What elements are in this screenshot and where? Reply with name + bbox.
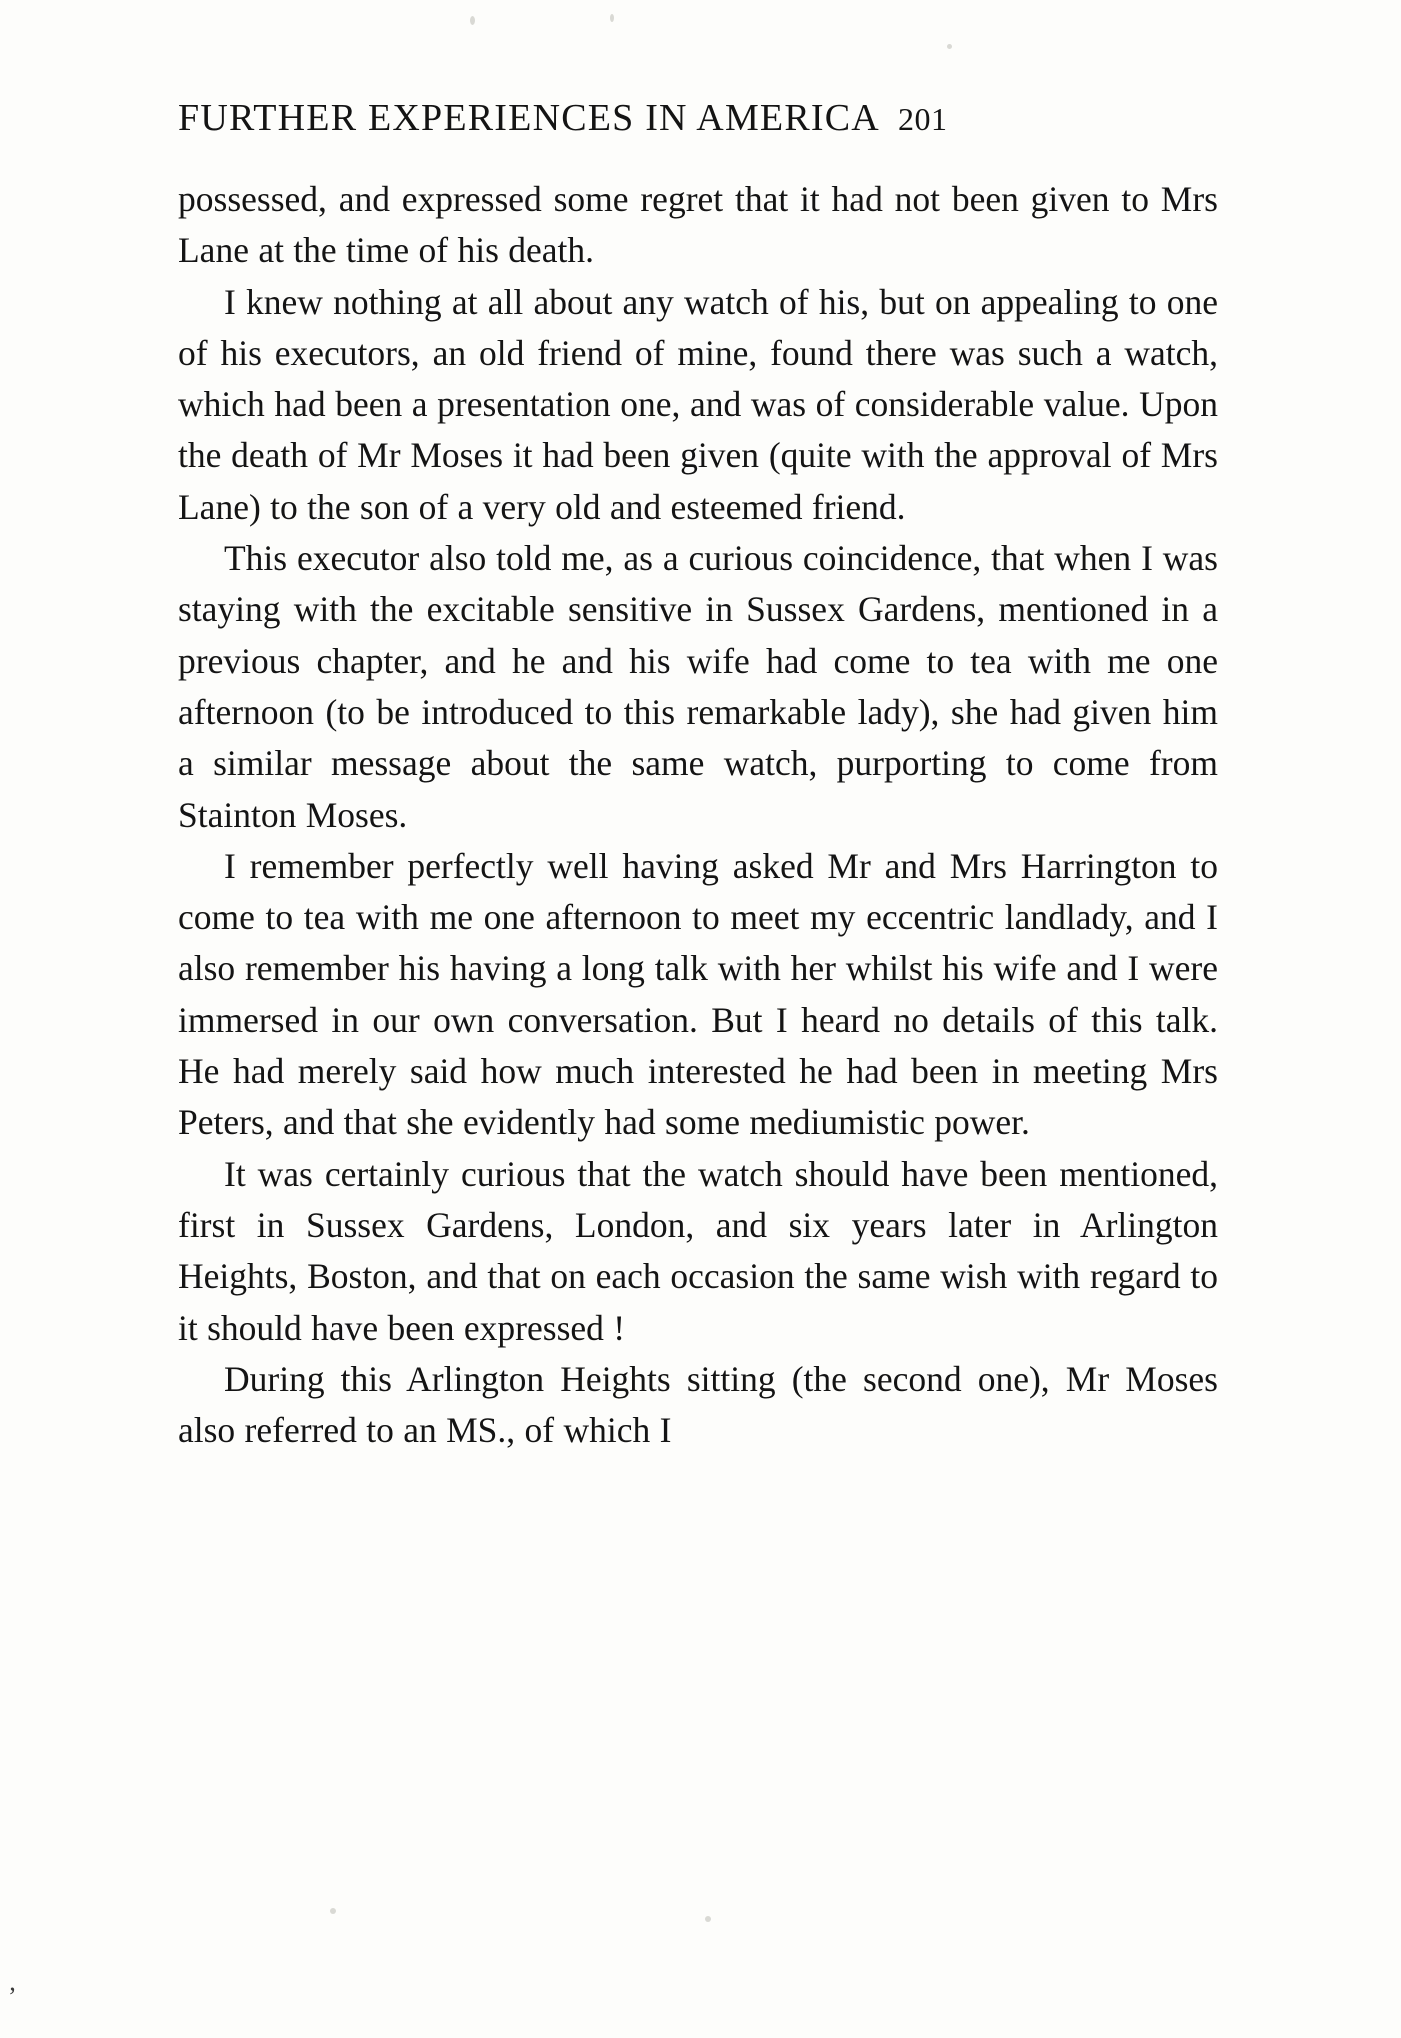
paragraph: I remember perfectly well having asked Mr and Mrs Harrington to come to tea with me one afternoon to meet my eccentric landlady, and I also remember his having a long talk with her whilst his wife and I were immersed in our own conversation. But I heard no details of this talk. He had merely said how much interested he had been in meeting Mrs Peters, and that she evidently had some mediumistic power.: [178, 845, 1218, 1143]
paragraph: possessed, and expressed some regret that it had not been given to Mrs Lane at the time of his death.: [178, 179, 1218, 271]
running-head: [178, 96, 1218, 140]
paper-speck: [330, 1908, 336, 1914]
paper-speck: [610, 14, 614, 22]
margin-mark: ’: [8, 1982, 17, 2011]
paragraph: During this Arlington Heights sitting (the second one), Mr Moses also referred to an MS., of which I: [178, 1358, 1218, 1451]
running-head-title: FURTHER EXPERIENCES IN AMERICA: [178, 97, 880, 139]
paper-speck: [947, 44, 952, 49]
paragraph: I knew nothing at all about any watch of his, but on appealing to one of his executors, an old friend of mine, found there was such a watch, which had been a presentation one, and was of considerable value. Upon the death of Mr Moses it had been given (quite with the approval of Mrs Lane) to the son of a very old and esteemed friend.: [178, 281, 1218, 527]
paper-speck: [470, 16, 475, 25]
paragraph: This executor also told me, as a curious coincidence, that when I was staying with the excitable sensitive in Sussex Gardens, mentioned in a previous chapter, and he and his wife had come to tea with me one afternoon (to be introduced to this remarkable lady), she had given him a similar message about the same watch, purporting to come from Stainton Moses.: [178, 538, 1218, 835]
body-text: [178, 174, 1218, 1456]
paragraph: It was certainly curious that the watch should have been mentioned, first in Sussex Gardens, London, and six years later in Arlington Heights, Boston, and that on each occasion the same wish with regard to it should have been expressed !: [178, 1153, 1218, 1348]
paper-speck: [705, 1916, 711, 1922]
text-column: [178, 96, 1218, 1456]
page-number: 201: [897, 101, 948, 137]
